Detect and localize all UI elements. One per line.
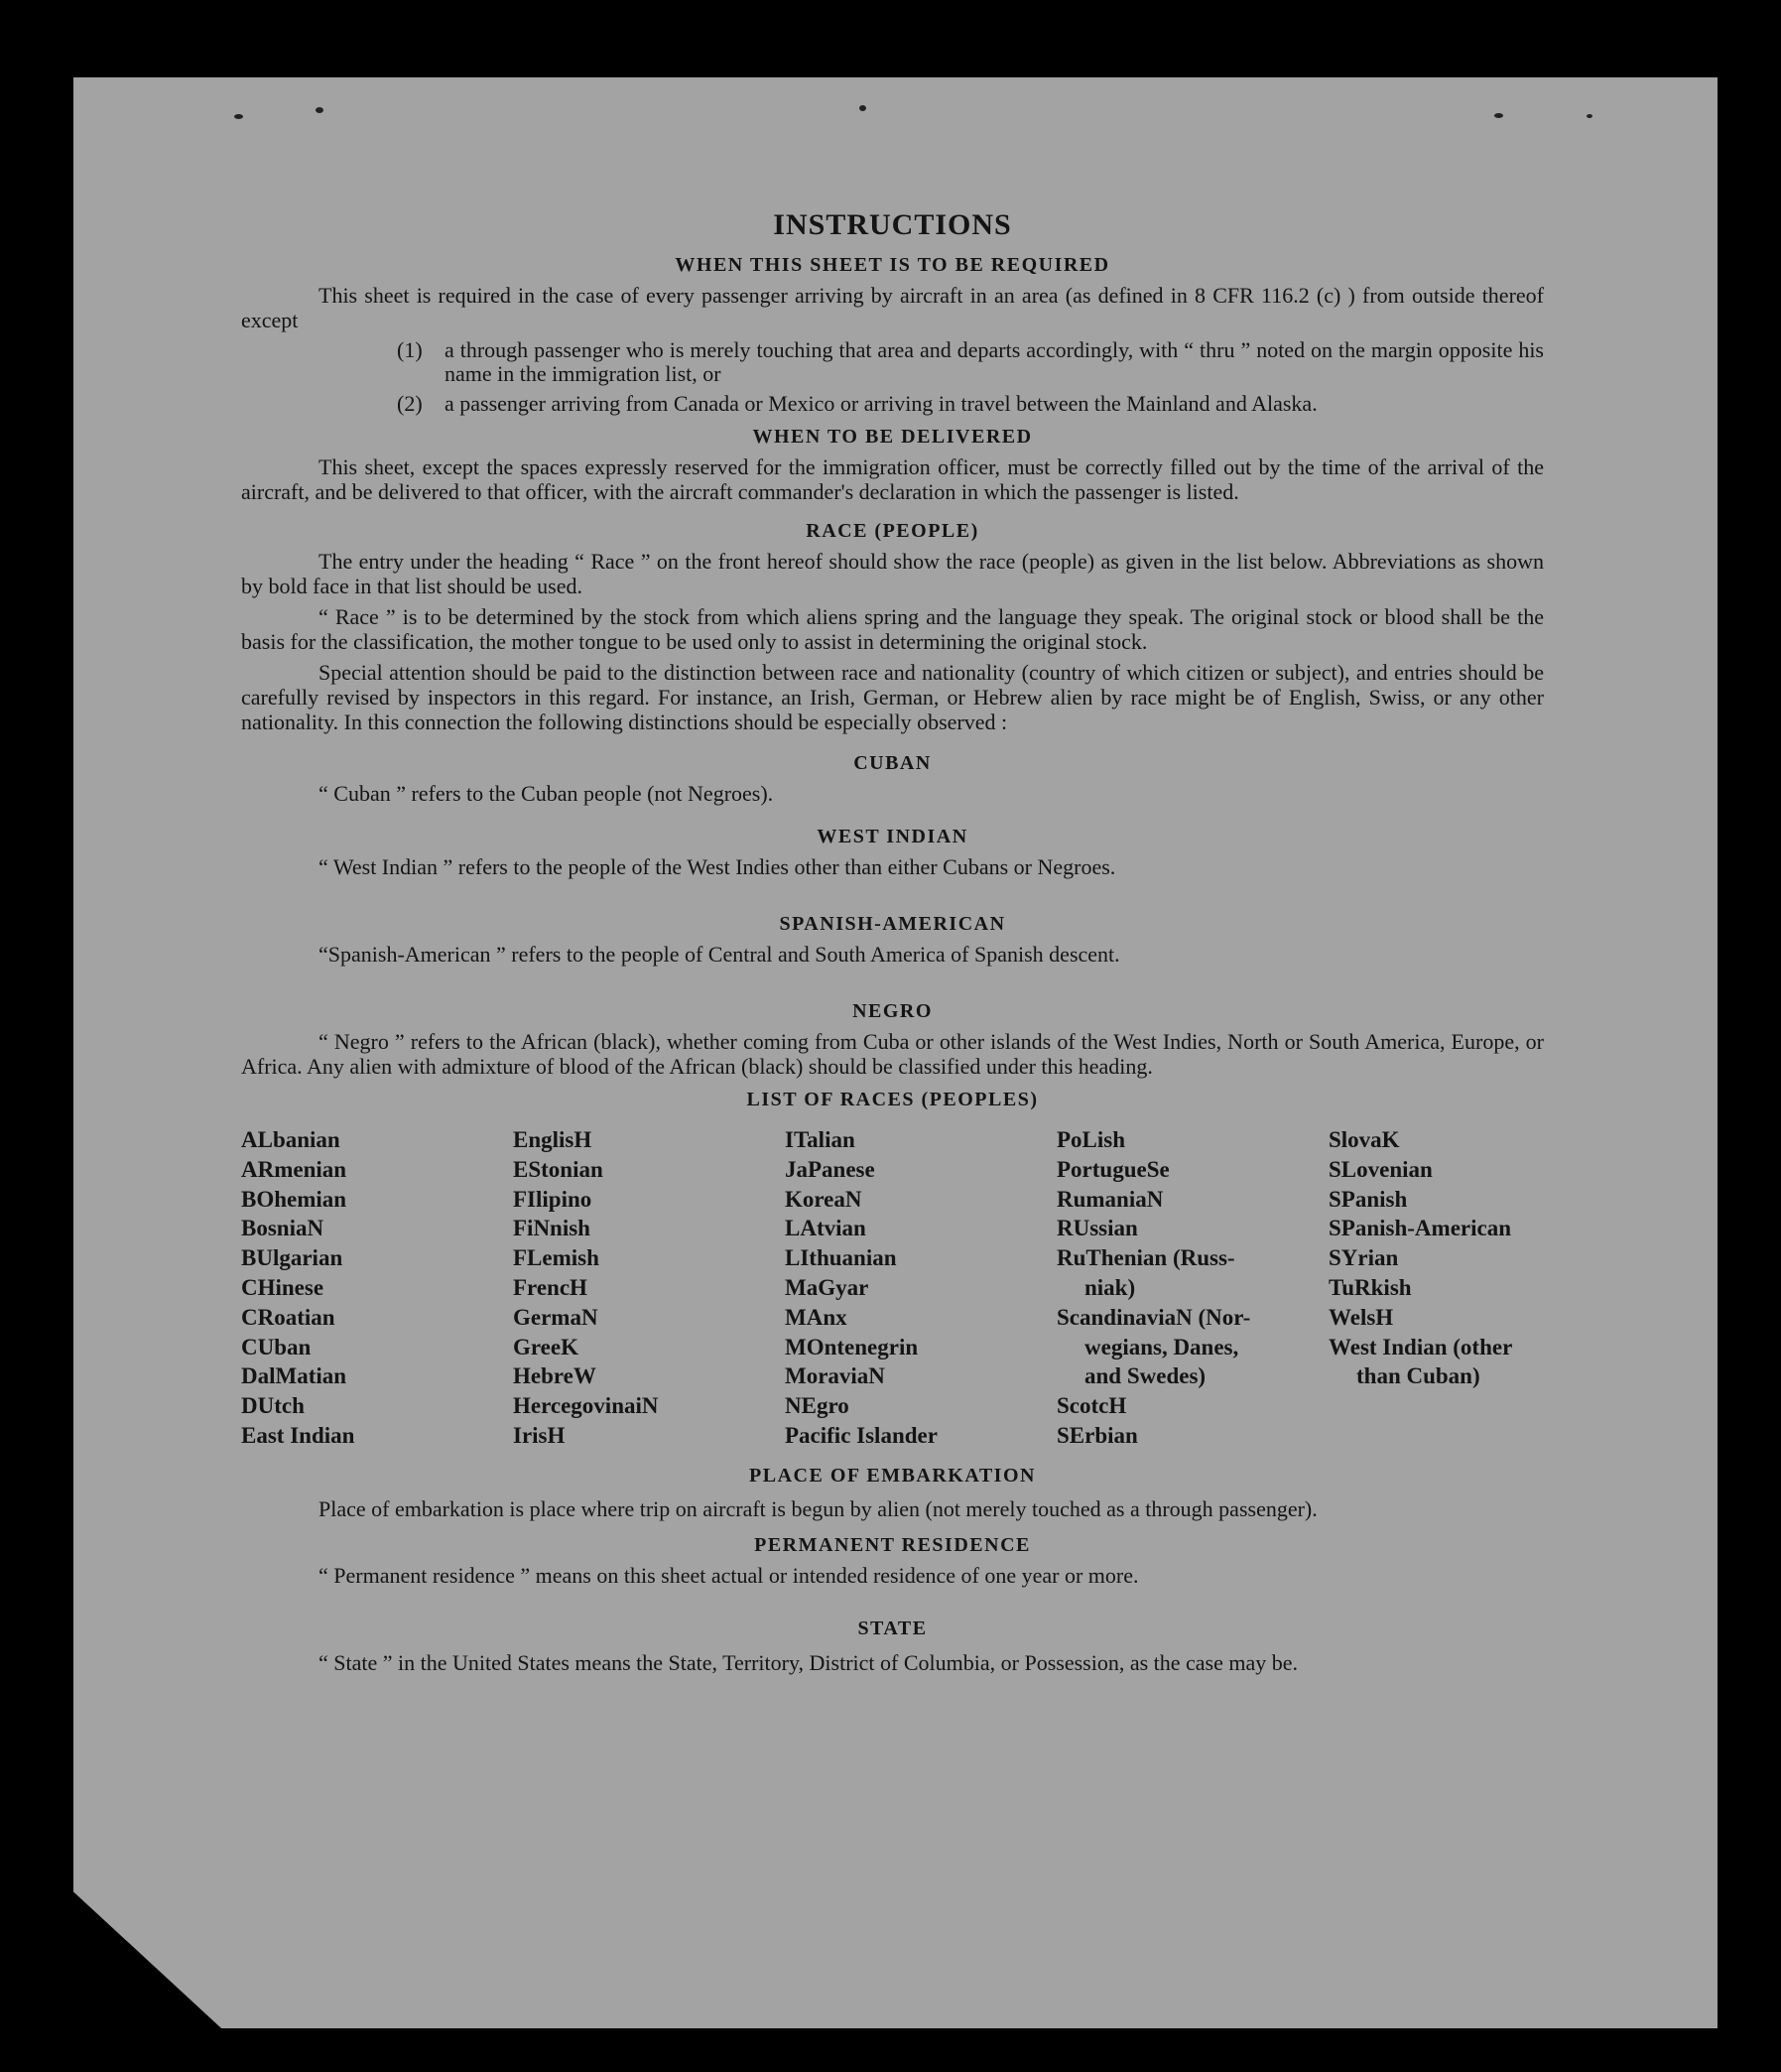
page-title: INSTRUCTIONS (773, 208, 1012, 241)
section-heading-negro: NEGRO (852, 1000, 933, 1022)
race-entry: SPanish-American (1329, 1216, 1511, 1241)
race-entry: HebreW (513, 1363, 596, 1389)
west-indian-text: “ West Indian ” refers to the people of the West Indies other than either Cubans or Negroes. (318, 854, 1116, 879)
when-required-intro: This sheet is required in the case of every passenger arriving by aircraft in an area (as defined in 8 CFR 116.2 (c) ) from outside thereof except (241, 283, 1544, 332)
cuban-text: “ Cuban ” refers to the Cuban people (not Negroes). (318, 781, 774, 806)
race-entry: GermaN (513, 1304, 598, 1330)
instructions-content (241, 208, 1544, 1679)
race-entry: CRoatian (241, 1304, 335, 1330)
race-entry: IrisH (513, 1422, 566, 1448)
race-entry-continued: niak) (1084, 1274, 1136, 1300)
race-entry: HercegovinaiN (513, 1393, 659, 1419)
when-delivered-text: This sheet, except the spaces expressly reserved for the immigration officer, must be correctly filled out by the time of the arrival of the aircraft, and be delivered to that officer, with the aircraft commander's declaration in which the passenger is listed. (241, 454, 1544, 504)
scan-mark (859, 105, 866, 111)
section-heading-spanish-american: SPANISH-AMERICAN (779, 913, 1006, 935)
race-entry: EnglisH (513, 1127, 592, 1152)
races-list (241, 1125, 1544, 1451)
scan-mark (1494, 113, 1503, 118)
race-entry: FrencH (513, 1274, 587, 1300)
scan-mark (234, 114, 243, 119)
race-entry: ALbanian (241, 1127, 340, 1152)
race-entry: SlovaK (1329, 1127, 1400, 1152)
race-entry: Pacific Islander (785, 1422, 938, 1448)
scan-mark (1587, 114, 1592, 118)
race-entry: BosniaN (241, 1216, 324, 1241)
section-heading-cuban: CUBAN (853, 752, 932, 774)
race-entry: MaGyar (785, 1274, 869, 1300)
race-entry: MAnx (785, 1304, 847, 1330)
section-heading-list-of-races: LIST OF RACES (PEOPLES) (746, 1089, 1039, 1110)
race-entry: SLovenian (1329, 1156, 1433, 1182)
section-heading-state: STATE (857, 1617, 928, 1639)
races-column (1329, 1125, 1544, 1451)
race-entry: SErbian (1057, 1422, 1138, 1448)
race-entry: LIthuanian (785, 1245, 897, 1271)
races-column (513, 1125, 785, 1451)
race-entry: East Indian (241, 1422, 355, 1448)
race-entry: DalMatian (241, 1363, 347, 1389)
race-entry: RUssian (1057, 1216, 1138, 1241)
negro-text: “ Negro ” refers to the African (black), whether coming from Cuba or other islands of the West Indies, North or South America, Europe, or Africa. Any alien with admixture of blood of the African (black) should be classified under this heading. (241, 1029, 1544, 1079)
race-entry: DUtch (241, 1393, 305, 1419)
race-entry-continued: than Cuban) (1356, 1363, 1480, 1389)
races-column (241, 1125, 513, 1451)
section-heading-permanent-residence: PERMANENT RESIDENCE (754, 1533, 1031, 1556)
item-number: (2) (397, 391, 423, 416)
race-entry-continued: and Swedes) (1084, 1363, 1207, 1389)
race-entry: SPanish (1329, 1186, 1408, 1212)
item-text: a passenger arriving from Canada or Mexico or arriving in travel between the Mainland and Alaska. (445, 391, 1318, 416)
races-column (1057, 1125, 1329, 1451)
race-entry: KoreaN (785, 1186, 862, 1212)
race-entry: CHinese (241, 1274, 324, 1300)
exception-item (397, 392, 1544, 416)
spanish-american-text: “Spanish-American ” refers to the people of Central and South America of Spanish descent. (318, 942, 1120, 967)
race-entry: PoLish (1057, 1127, 1126, 1152)
race-entry: ScotcH (1057, 1393, 1127, 1419)
race-entry: LAtvian (785, 1216, 866, 1241)
race-entry: BOhemian (241, 1186, 347, 1212)
exception-item (397, 338, 1544, 386)
race-entry: MOntenegrin (785, 1334, 919, 1360)
race-entry: GreeK (513, 1334, 578, 1360)
section-heading-west-indian: WEST INDIAN (817, 826, 968, 847)
item-text: a through passenger who is merely touching that area and departs accordingly, with “ thru ” noted on the margin opposite his name in the immigration list, or (445, 337, 1544, 386)
race-entry: BUlgarian (241, 1245, 343, 1271)
state-text: “ State ” in the United States means the State, Territory, District of Columbia, or Possession, as the case may be. (318, 1649, 1299, 1675)
section-heading-when-required: WHEN THIS SHEET IS TO BE REQUIRED (675, 254, 1110, 276)
race-entry: CUban (241, 1334, 312, 1360)
section-heading-race: RACE (PEOPLE) (806, 520, 979, 542)
embarkation-text: Place of embarkation is place where trip on aircraft is begun by alien (not merely touched as a through passenger). (318, 1495, 1318, 1521)
item-number: (1) (397, 337, 423, 362)
race-entry: RuThenian (Russ- (1057, 1245, 1235, 1271)
race-entry: FIlipino (513, 1186, 592, 1212)
section-heading-embarkation: PLACE OF EMBARKATION (749, 1464, 1036, 1487)
race-entry: ScandinaviaN (Nor- (1057, 1304, 1251, 1330)
races-column (785, 1125, 1057, 1451)
section-heading-when-delivered: WHEN TO BE DELIVERED (752, 426, 1033, 448)
race-entry: ITalian (785, 1127, 855, 1152)
race-entry: JaPanese (785, 1156, 875, 1182)
race-paragraph-1: The entry under the heading “ Race ” on the front hereof should show the race (people) as given in the list below. Abbreviations as shown by bold face in that list should be used. (241, 549, 1544, 598)
permanent-residence-text: “ Permanent residence ” means on this sheet actual or intended residence of one year or more. (318, 1562, 1139, 1588)
race-entry: West Indian (other (1329, 1334, 1513, 1360)
race-paragraph-2: “ Race ” is to be determined by the stock from which aliens spring and the language they speak. The original stock or blood shall be the basis for the classification, the mother tongue to be used only to assist in determining the original stock. (241, 604, 1544, 654)
race-entry: WelsH (1329, 1304, 1394, 1330)
race-entry: TuRkish (1329, 1274, 1412, 1300)
race-entry: PortugueSe (1057, 1156, 1170, 1182)
scan-mark (316, 107, 323, 113)
race-entry: RumaniaN (1057, 1186, 1164, 1212)
race-entry: FiNnish (513, 1216, 590, 1241)
race-entry: EStonian (513, 1156, 603, 1182)
race-paragraph-3: Special attention should be paid to the distinction between race and nationality (country of which citizen or subject), and entries should be carefully revised by inspectors in this regard. For instance, an Irish, German, or Hebrew alien by race might be of English, Swiss, or any other nationality. In this connection the following distinctions should be especially observed : (241, 660, 1544, 734)
race-entry: NEgro (785, 1393, 849, 1419)
race-entry: MoraviaN (785, 1363, 885, 1389)
race-entry: ARmenian (241, 1156, 347, 1182)
race-entry: SYrian (1329, 1245, 1399, 1271)
race-entry: FLemish (513, 1245, 599, 1271)
race-entry-continued: wegians, Danes, (1084, 1334, 1239, 1360)
